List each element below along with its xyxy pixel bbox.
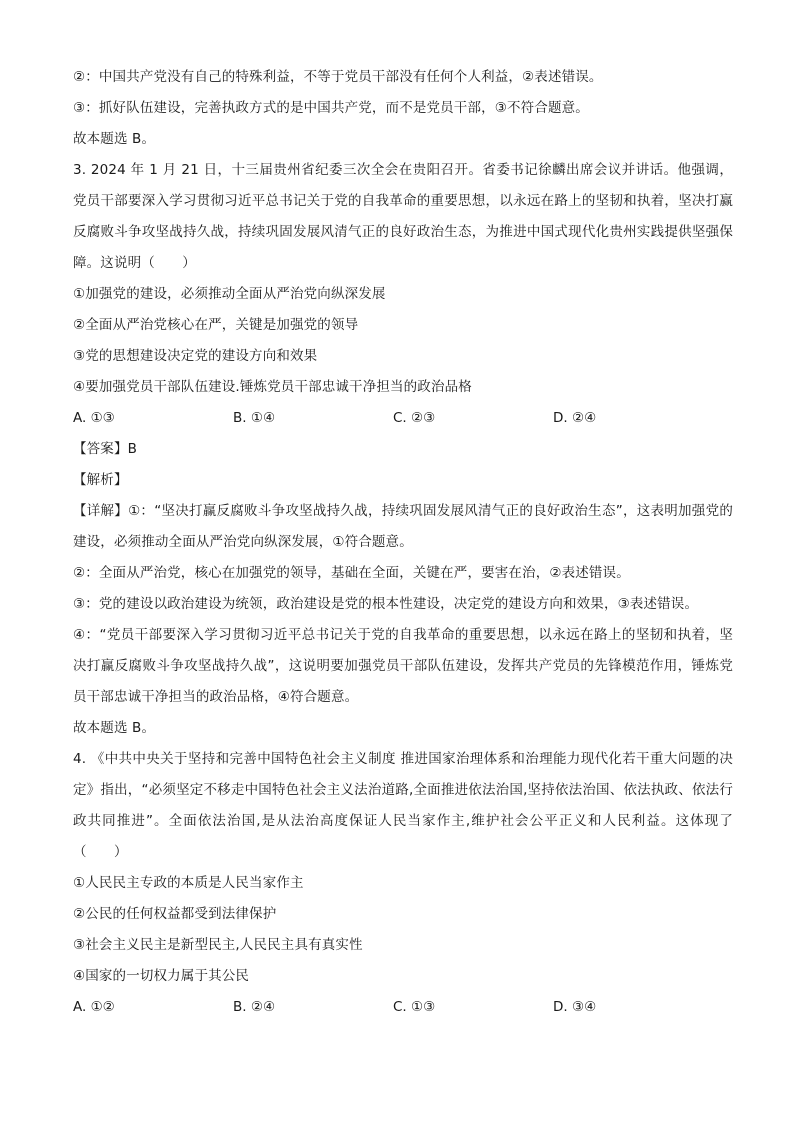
q3-detail-3: ③：党的建设以政治建设为统领，政治建设是党的根本性建设，决定党的建设方向和效果，③表述错误。 <box>73 596 699 612</box>
q3-statement-1: ①加强党的建设，必须推动全面从严治党向纵深发展 <box>73 286 386 302</box>
q4-option-b: B. ②④ <box>233 999 276 1015</box>
q3-detail-1 <box>73 496 733 558</box>
q3-conclusion: 故本题选 B。 <box>73 720 156 736</box>
q4-option-a: A. ①② <box>73 999 115 1015</box>
q4-option-d: D. ③④ <box>553 999 597 1015</box>
q3-detail-2: ②：全面从严治党，核心在加强党的领导，基础在全面，关键在严，要害在治，②表述错误。 <box>73 565 630 581</box>
document-page <box>73 62 733 1023</box>
detail-1-text: ①：“坚决打赢反腐败斗争攻坚战持久战，持续巩固发展风清气正的良好政治生态”，这表明加强党的建设，必须推动全面从严治党向纵深发展，①符合题意。 <box>73 503 733 550</box>
q4-option-c: C. ①③ <box>393 999 436 1015</box>
answer-label: 【答案】 <box>73 441 128 457</box>
q3-option-c: C. ②③ <box>393 410 436 426</box>
answer-value: B <box>127 441 138 457</box>
prev-conclusion: 故本题选 B。 <box>73 131 156 147</box>
q4-stem: 4. 《中共中央关于坚持和完善中国特色社会主义制度 推进国家治理体系和治理能力现代化若干重大问题的决定》指出，“必须坚定不移走中国特色社会主义法治道路,全面推进依法治国,坚持依法治国、依法执政、依法行政共同推进”。全面依法治国,是从法治高度保证人民当家作主,维护社会公平正义和人民利益。这体现了（ ） <box>73 751 733 860</box>
q3-answer <box>73 434 733 465</box>
q3-options <box>73 403 733 434</box>
q3-detail-4: ④：“党员干部要深入学习贯彻习近平总书记关于党的自我革命的重要思想，以永远在路上的坚韧和执着，坚决打赢反腐败斗争攻坚战持久战”，这说明要加强党员干部队伍建设，发挥共产党员的先锋模范作用，锤炼党员干部忠诚干净担当的政治品格，④符合题意。 <box>73 627 733 705</box>
q4-statement-3: ③社会主义民主是新型民主,人民民主具有真实性 <box>73 937 363 953</box>
prev-analysis-line-3: ③：抓好队伍建设，完善执政方式的是中国共产党，而不是党员干部，③不符合题意。 <box>73 100 589 116</box>
q3-statement-4: ④要加强党员干部队伍建设.锤炼党员干部忠诚干净担当的政治品格 <box>73 379 472 395</box>
detail-label: 【详解】 <box>73 503 129 519</box>
q3-option-b: B. ①④ <box>233 410 276 426</box>
q3-option-a: A. ①③ <box>73 410 115 426</box>
q3-statement-3: ③党的思想建设决定党的建设方向和效果 <box>73 348 318 364</box>
q4-statement-2: ②公民的任何权益都受到法律保护 <box>73 906 277 922</box>
q3-option-d: D. ②④ <box>553 410 597 426</box>
q3-stem: 3. 2024 年 1 月 21 日，十三届贵州省纪委三次全会在贵阳召开。省委书记徐麟出席会议并讲话。他强调，党员干部要深入学习贯彻习近平总书记关于党的自我革命的重要思想，以永远在路上的坚韧和执着，坚决打赢反腐败斗争攻坚战持久战，持续巩固发展风清气正的良好政治生态，为推进中国式现代化贵州实践提供坚强保障。这说明（ ） <box>73 162 733 271</box>
prev-analysis-line-2: ②：中国共产党没有自己的特殊利益，不等于党员干部没有任何个人利益，②表述错误。 <box>73 69 603 85</box>
q4-statement-4: ④国家的一切权力属于其公民 <box>73 968 250 984</box>
analysis-label: 【解析】 <box>73 472 128 488</box>
q3-statement-2: ②全面从严治党核心在严，关键是加强党的领导 <box>73 317 359 333</box>
q4-options <box>73 992 733 1023</box>
q4-statement-1: ①人民民主专政的本质是人民当家作主 <box>73 875 304 891</box>
